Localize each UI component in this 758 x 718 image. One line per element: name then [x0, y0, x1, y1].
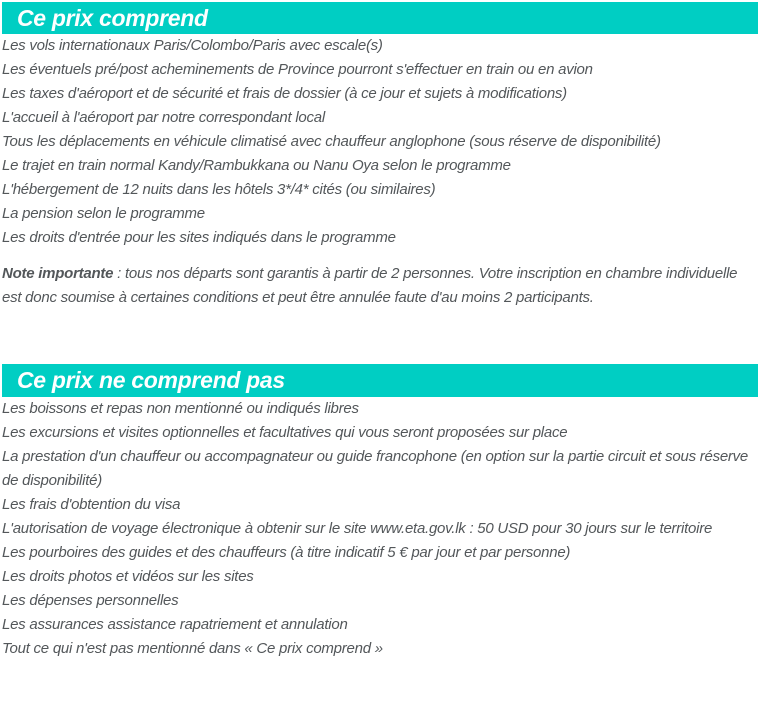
list-item: Tout ce qui n'est pas mentionné dans « Ce prix comprend » — [2, 640, 383, 657]
list-item: Les frais d'obtention du visa — [2, 496, 181, 513]
list-item: La prestation d'un chauffeur ou accompagnateur ou guide francophone (en option sur la partie circuit et sous réserve de disponibilité) — [2, 448, 749, 489]
list-item: L'hébergement de 12 nuits dans les hôtels 3*/4* cités (ou similaires) — [2, 181, 436, 198]
important-note — [2, 262, 748, 310]
list-item: L'autorisation de voyage électronique à obtenir sur le site www.eta.gov.lk : 50 USD pour 30 jours sur le territoire — [2, 520, 713, 537]
list-item: Les assurances assistance rapatriement et annulation — [2, 616, 348, 633]
list-item: L'accueil à l'aéroport par notre correspondant local — [2, 109, 325, 126]
price-details-page — [0, 2, 758, 661]
section-price-includes-header — [2, 2, 758, 34]
list-item: Les droits photos et vidéos sur les sites — [2, 568, 254, 585]
list-item: Les vols internationaux Paris/Colombo/Paris avec escale(s) — [2, 37, 383, 54]
section-price-excludes — [0, 364, 758, 661]
list-item: Les boissons et repas non mentionné ou indiqués libres — [2, 400, 359, 417]
list-item: Les excursions et visites optionnelles et facultatives qui vous seront proposées sur place — [2, 424, 568, 441]
list-item: Les éventuels pré/post acheminements de Province pourront s'effectuer en train ou en avion — [2, 61, 593, 78]
list-item: Les taxes d'aéroport et de sécurité et frais de dossier (à ce jour et sujets à modifications) — [2, 85, 567, 102]
list-item: Les pourboires des guides et des chauffeurs (à titre indicatif 5 € par jour et par personne) — [2, 544, 571, 561]
list-item: La pension selon le programme — [2, 205, 205, 222]
important-note-label: Note importante — [2, 265, 114, 282]
price-includes-list — [2, 34, 756, 250]
section-price-includes-title: Ce prix comprend — [17, 4, 208, 31]
list-item: Les dépenses personnelles — [2, 592, 179, 609]
list-item: Le trajet en train normal Kandy/Rambukkana ou Nanu Oya selon le programme — [2, 157, 511, 174]
list-item: Les droits d'entrée pour les sites indiqués dans le programme — [2, 229, 396, 246]
price-excludes-list — [2, 397, 756, 661]
section-price-includes — [0, 2, 758, 310]
section-price-excludes-title: Ce prix ne comprend pas — [17, 367, 285, 393]
section-price-excludes-header — [2, 364, 758, 397]
list-item: Tous les déplacements en véhicule climatisé avec chauffeur anglophone (sous réserve de disponibilité) — [2, 133, 661, 150]
important-note-text: : tous nos départs sont garantis à partir de 2 personnes. Votre inscription en chambre individuelle est donc soumise à certaines conditions et peut être annulée faute d'au moins 2 participants. — [2, 265, 738, 306]
